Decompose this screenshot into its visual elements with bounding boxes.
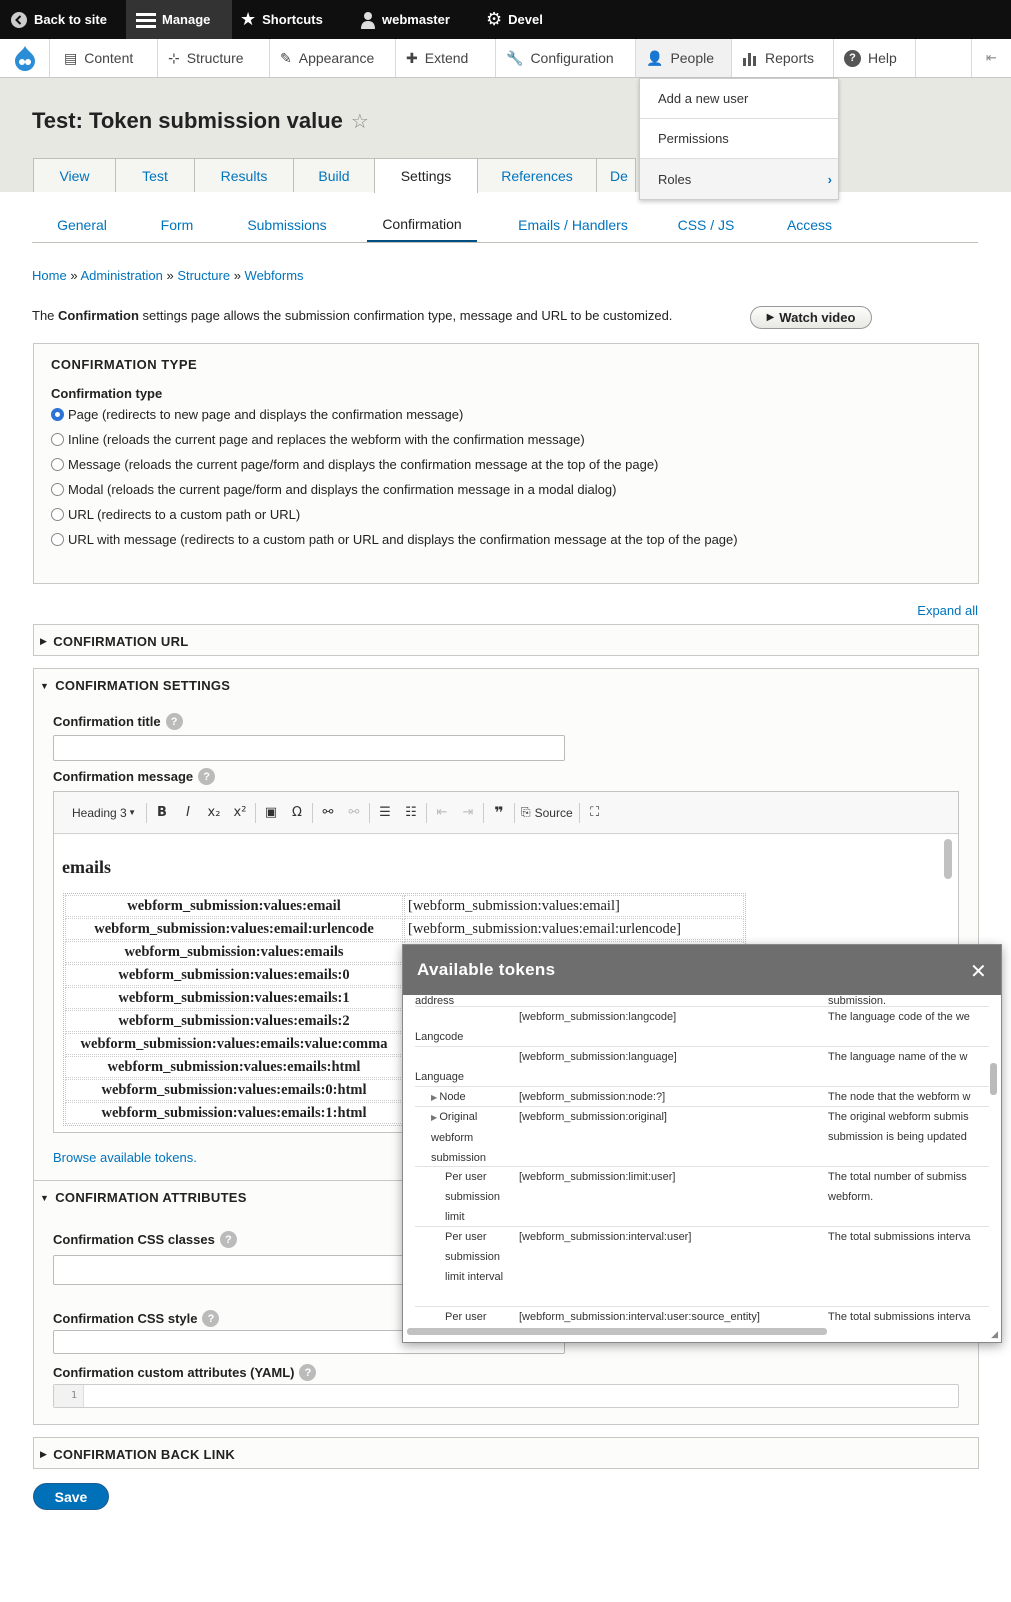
tray-configuration[interactable]: 🔧 Configuration bbox=[496, 39, 636, 77]
expand-all-link[interactable]: Expand all bbox=[917, 603, 978, 618]
caret-down-icon: ▼ bbox=[40, 680, 50, 691]
tray-reports[interactable]: Reports bbox=[732, 39, 834, 77]
help-icon[interactable]: ? bbox=[220, 1231, 237, 1248]
back-arrow-icon bbox=[10, 11, 28, 29]
page-title: Test: Token submission value ☆ bbox=[32, 108, 369, 133]
token-row[interactable] bbox=[415, 1007, 989, 1047]
superscript-icon[interactable]: x² bbox=[233, 805, 247, 820]
token-table-row bbox=[65, 895, 744, 917]
radio-button[interactable] bbox=[51, 508, 64, 521]
secondary-tabs bbox=[32, 208, 978, 243]
token-description: The total submissions interva bbox=[828, 1311, 971, 1323]
drupal-logo-icon[interactable] bbox=[0, 39, 50, 77]
token-description: The total number of submiss webform. bbox=[828, 1171, 967, 1203]
radio-page[interactable]: Page (redirects to new page and displays the confirmation message) bbox=[51, 407, 463, 422]
resize-handle-icon[interactable]: ◢ bbox=[991, 1329, 998, 1339]
shortcuts-tab[interactable]: ★ Shortcuts bbox=[240, 9, 323, 29]
shortcut-star-icon[interactable]: ☆ bbox=[350, 110, 369, 133]
token-code[interactable]: [webform_submission:interval:user:source_entity] bbox=[519, 1311, 760, 1323]
collapse-tray-icon[interactable]: ⇤ bbox=[971, 39, 1011, 77]
token-code[interactable]: [webform_submission:interval:user] bbox=[519, 1231, 692, 1243]
breadcrumb-webforms[interactable]: Webforms bbox=[244, 268, 304, 283]
play-icon: ▶ bbox=[766, 312, 775, 323]
subtab-form[interactable]: Form bbox=[160, 217, 194, 233]
radio-button[interactable] bbox=[51, 408, 64, 421]
reports-icon bbox=[742, 50, 758, 66]
admin-toolbar bbox=[0, 0, 1011, 39]
confirmation-url-summary[interactable]: ▶ CONFIRMATION URL bbox=[40, 634, 189, 649]
user-icon bbox=[360, 11, 376, 29]
wrench-icon: 🔧 bbox=[506, 49, 524, 66]
blockquote-icon[interactable]: ❞ bbox=[494, 803, 504, 822]
token-code[interactable]: [webform_submission:node:?] bbox=[519, 1091, 666, 1103]
help-icon[interactable]: ? bbox=[198, 768, 215, 785]
confirmation-message-label: Confirmation message ? bbox=[53, 768, 215, 785]
radio-inline[interactable]: Inline (reloads the current page and replaces the webform with the confirmation message) bbox=[51, 432, 585, 447]
token-value-cell: [webform_submission:values:email] bbox=[404, 895, 744, 917]
token-description: The node that the webform w bbox=[828, 1091, 971, 1103]
chevron-right-icon: › bbox=[827, 171, 832, 187]
token-description: The language code of the we bbox=[828, 1011, 970, 1023]
help-circle-icon: ? bbox=[844, 50, 861, 67]
token-name: Per user submission limit interval bbox=[445, 1231, 504, 1283]
radio-modal[interactable]: Modal (reloads the current page/form and displays the confirmation message in a modal dialog) bbox=[51, 482, 616, 497]
token-key-cell: webform_submission:values:emails:0:html bbox=[65, 1079, 403, 1101]
help-icon[interactable]: ? bbox=[202, 1310, 219, 1327]
special-char-icon[interactable]: Ω bbox=[292, 805, 302, 820]
italic-icon[interactable]: I bbox=[186, 805, 190, 820]
watch-video-button[interactable]: ▶ Watch video bbox=[750, 306, 872, 329]
confirmation-attributes-summary[interactable]: ▼ CONFIRMATION ATTRIBUTES bbox=[40, 1190, 247, 1205]
breadcrumb: Home » Administration » Structure » Webforms bbox=[32, 268, 304, 283]
token-value-cell: [webform_submission:values:email:urlencode] bbox=[404, 918, 744, 940]
token-name: ▶ Node bbox=[431, 1091, 466, 1103]
people-icon: 👤 bbox=[646, 49, 664, 66]
tab-build[interactable]: Build bbox=[293, 158, 375, 192]
confirmation-title-input[interactable] bbox=[53, 735, 565, 761]
subtab-css-js[interactable]: CSS / JS bbox=[677, 217, 735, 233]
token-key-cell: webform_submission:values:emails:value:comma bbox=[65, 1033, 403, 1055]
subtab-confirmation[interactable]: Confirmation bbox=[367, 208, 477, 242]
token-row[interactable] bbox=[415, 1047, 989, 1087]
line-number: 1 bbox=[54, 1385, 84, 1407]
tab-settings[interactable]: Settings bbox=[374, 158, 478, 193]
token-code[interactable]: [webform_submission:limit:user] bbox=[519, 1171, 676, 1183]
dialog-horizontal-scrollbar[interactable] bbox=[407, 1328, 827, 1335]
confirmation-type-legend: CONFIRMATION TYPE bbox=[51, 357, 198, 372]
token-code[interactable]: [webform_submission:language] bbox=[519, 1051, 677, 1063]
people-dropdown-menu bbox=[639, 78, 839, 200]
confirmation-title-label: Confirmation title ? bbox=[53, 713, 183, 730]
help-icon[interactable]: ? bbox=[299, 1364, 316, 1381]
expand-triangle-icon[interactable]: ▶ bbox=[431, 1113, 440, 1122]
confirmation-settings-summary[interactable]: ▼ CONFIRMATION SETTINGS bbox=[40, 678, 231, 693]
tab-references[interactable]: References bbox=[477, 158, 597, 192]
tray-content[interactable]: ▤ Content bbox=[50, 39, 158, 77]
tray-people[interactable]: 👤 People bbox=[636, 39, 732, 77]
breadcrumb-home[interactable]: Home bbox=[32, 268, 67, 283]
token-key-cell: webform_submission:values:emails bbox=[65, 941, 403, 963]
token-table-row bbox=[65, 918, 744, 940]
caret-right-icon: ▶ bbox=[40, 636, 48, 646]
back-to-site-link[interactable]: Back to site bbox=[10, 0, 107, 39]
dropdown-arrow-icon: ▼ bbox=[128, 808, 136, 817]
radio-url-with-message[interactable]: URL with message (redirects to a custom path or URL and displays the confirmation message at the top of the page) bbox=[51, 532, 738, 547]
token-name: address bbox=[415, 995, 455, 1007]
appearance-icon: ✎ bbox=[280, 49, 292, 66]
radio-button[interactable] bbox=[51, 483, 64, 496]
token-tree bbox=[403, 995, 1001, 1324]
token-key-cell: webform_submission:values:email bbox=[65, 895, 403, 917]
token-row[interactable] bbox=[415, 1167, 989, 1227]
token-code[interactable]: [webform_submission:original] bbox=[519, 1111, 667, 1123]
token-description: submission. bbox=[828, 995, 887, 1007]
subscript-icon[interactable]: x₂ bbox=[207, 805, 221, 820]
editor-toolbar bbox=[54, 792, 958, 834]
css-classes-label: Confirmation CSS classes ? bbox=[53, 1231, 237, 1248]
tab-view[interactable]: View bbox=[33, 158, 116, 192]
editor-scrollbar[interactable] bbox=[944, 839, 952, 879]
token-key-cell: webform_submission:values:emails:2 bbox=[65, 1010, 403, 1032]
custom-attributes-code-editor[interactable] bbox=[53, 1384, 959, 1408]
menu-icon bbox=[136, 12, 156, 28]
menu-roles[interactable]: Roles › bbox=[640, 159, 838, 199]
confirmation-type-label: Confirmation type bbox=[51, 386, 163, 401]
tab-results[interactable]: Results bbox=[194, 158, 294, 192]
format-dropdown[interactable]: Heading 3 ▼ bbox=[72, 805, 136, 820]
custom-attributes-label: Confirmation custom attributes (YAML) ? bbox=[53, 1364, 316, 1381]
gear-icon: ⚙ bbox=[486, 9, 503, 29]
token-key-cell: webform_submission:values:emails:html bbox=[65, 1056, 403, 1078]
user-tab[interactable]: webmaster bbox=[360, 0, 450, 39]
link-icon[interactable]: ⚯ bbox=[322, 805, 334, 820]
manage-tab[interactable]: Manage bbox=[126, 0, 232, 39]
tray-extend[interactable]: ✚ Extend bbox=[396, 39, 496, 77]
token-name: Language bbox=[415, 1071, 464, 1083]
help-icon[interactable]: ? bbox=[166, 713, 183, 730]
confirmation-url-details[interactable] bbox=[33, 624, 979, 656]
token-row[interactable] bbox=[415, 1227, 989, 1307]
browse-tokens-link[interactable]: Browse available tokens. bbox=[53, 1150, 197, 1165]
subtab-emails-handlers[interactable]: Emails / Handlers bbox=[518, 217, 628, 233]
primary-tabs bbox=[33, 158, 635, 192]
menu-permissions[interactable]: Permissions bbox=[640, 119, 838, 159]
subtab-submissions[interactable]: Submissions bbox=[247, 217, 327, 233]
source-button[interactable]: ⎘ Source bbox=[521, 805, 573, 820]
image-icon[interactable]: ▣ bbox=[264, 805, 278, 820]
confirmation-back-link-details[interactable] bbox=[33, 1437, 979, 1469]
save-button[interactable]: Save bbox=[33, 1483, 109, 1510]
intro-text: The Confirmation settings page allows the submission confirmation type, message and URL to be customized. bbox=[32, 308, 673, 323]
numbered-list-icon[interactable]: ☰ bbox=[379, 805, 391, 820]
dialog-title-bar bbox=[403, 945, 1001, 995]
structure-icon: ⊹ bbox=[168, 49, 180, 66]
tray-appearance[interactable]: ✎ Appearance bbox=[270, 39, 396, 77]
menu-add-new-user[interactable]: Add a new user bbox=[640, 79, 838, 119]
token-key-cell: webform_submission:values:email:urlencode bbox=[65, 918, 403, 940]
radio-url[interactable]: URL (redirects to a custom path or URL) bbox=[51, 507, 300, 522]
star-icon: ★ bbox=[240, 9, 257, 29]
bulleted-list-icon[interactable]: ☷ bbox=[405, 805, 417, 820]
tab-test[interactable]: Test bbox=[115, 158, 195, 192]
caret-down-icon: ▼ bbox=[40, 1192, 50, 1203]
admin-tray bbox=[0, 39, 1011, 78]
token-key-cell: webform_submission:values:emails:0 bbox=[65, 964, 403, 986]
unlink-icon[interactable]: ⚯ bbox=[348, 805, 360, 820]
radio-message[interactable]: Message (reloads the current page/form and displays the confirmation message at the top of the page) bbox=[51, 457, 658, 472]
bold-icon[interactable]: B bbox=[157, 805, 167, 820]
token-key-cell: webform_submission:values:emails:1 bbox=[65, 987, 403, 1009]
token-code[interactable]: [webform_submission:langcode] bbox=[519, 1011, 677, 1023]
dialog-vertical-scrollbar[interactable] bbox=[990, 1063, 997, 1095]
caret-right-icon: ▶ bbox=[40, 1449, 48, 1459]
indent-icon[interactable]: ⇥ bbox=[462, 805, 474, 820]
radio-button[interactable] bbox=[51, 433, 64, 446]
devel-tab[interactable]: ⚙ Devel bbox=[486, 9, 543, 29]
token-row[interactable] bbox=[415, 1307, 989, 1324]
token-row[interactable] bbox=[415, 995, 989, 1007]
outdent-icon[interactable]: ⇤ bbox=[436, 805, 448, 820]
subtab-general[interactable]: General bbox=[57, 217, 107, 233]
token-name: Per user submission limit bbox=[445, 1171, 501, 1223]
token-row[interactable] bbox=[415, 1107, 989, 1167]
token-name: Langcode bbox=[415, 1031, 464, 1043]
token-name: ▶ Original webform submission bbox=[431, 1111, 487, 1164]
tab-devel[interactable]: De bbox=[596, 158, 636, 192]
tray-structure[interactable]: ⊹ Structure bbox=[158, 39, 270, 77]
maximize-icon[interactable]: ⛶ bbox=[590, 805, 600, 820]
token-description: The original webform submis submission is being updated bbox=[828, 1111, 969, 1143]
token-key-cell: webform_submission:values:emails:1:html bbox=[65, 1102, 403, 1124]
dialog-title: Available tokens bbox=[417, 960, 556, 979]
tray-help[interactable]: ? Help bbox=[834, 39, 916, 77]
token-description: The language name of the w bbox=[828, 1051, 968, 1063]
token-name: Per user bbox=[445, 1311, 487, 1323]
expand-triangle-icon[interactable]: ▶ bbox=[431, 1093, 440, 1102]
confirmation-back-link-summary[interactable]: ▶ CONFIRMATION BACK LINK bbox=[40, 1447, 236, 1462]
breadcrumb-structure[interactable]: Structure bbox=[177, 268, 231, 283]
token-description: The total submissions interva bbox=[828, 1231, 971, 1243]
confirmation-type-fieldset bbox=[33, 343, 979, 584]
source-icon: ⎘ bbox=[521, 805, 531, 819]
radio-button[interactable] bbox=[51, 533, 64, 546]
subtab-access[interactable]: Access bbox=[786, 217, 833, 233]
breadcrumb-administration[interactable]: Administration bbox=[80, 268, 163, 283]
available-tokens-dialog bbox=[402, 944, 1002, 1343]
css-style-label: Confirmation CSS style ? bbox=[53, 1310, 219, 1327]
content-icon: ▤ bbox=[64, 49, 78, 66]
close-icon[interactable]: ✕ bbox=[969, 961, 987, 983]
extend-icon: ✚ bbox=[406, 49, 418, 66]
editor-heading: emails bbox=[62, 857, 111, 877]
radio-button[interactable] bbox=[51, 458, 64, 471]
token-row[interactable] bbox=[415, 1087, 989, 1107]
